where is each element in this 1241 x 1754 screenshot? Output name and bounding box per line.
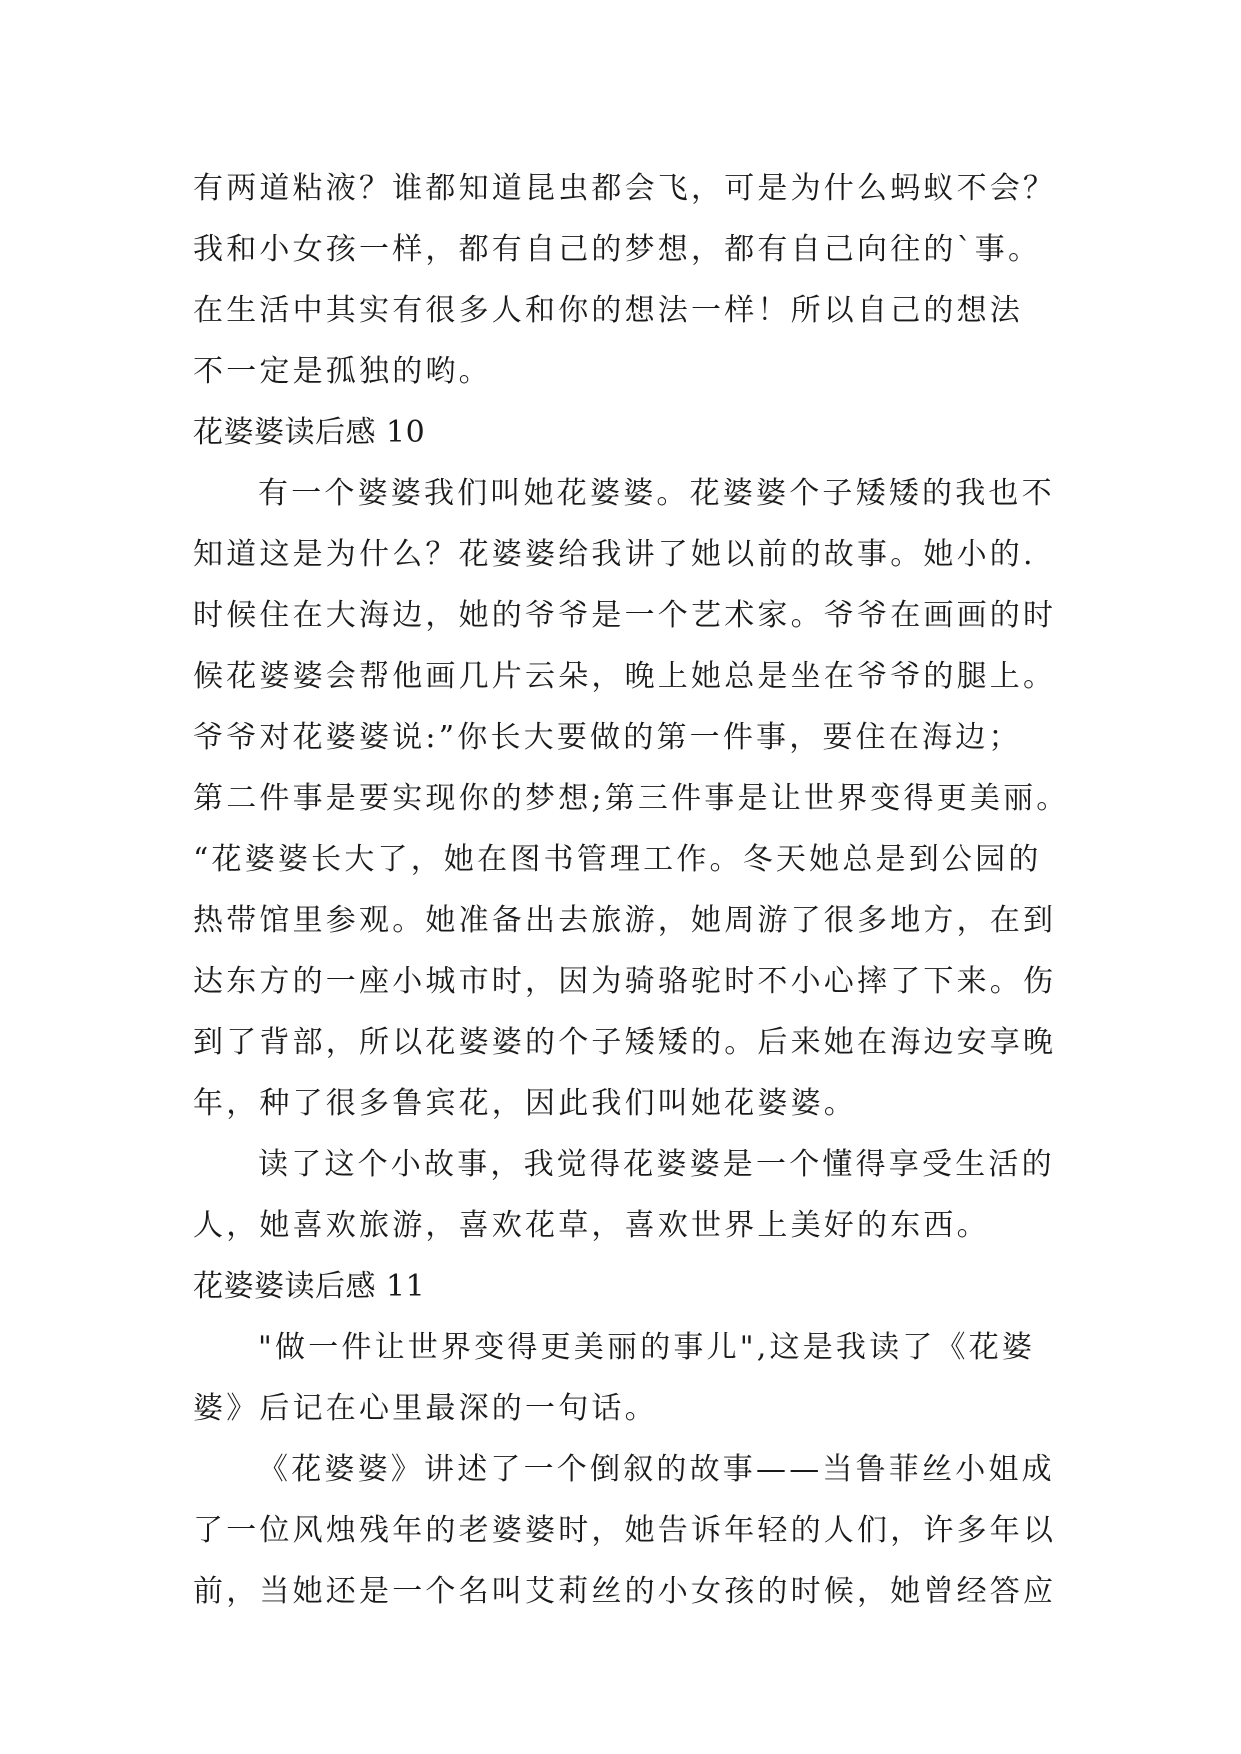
- text-line: 候花婆婆会帮他画几片云朵，晚上她总是坐在爷爷的腿上。: [193, 659, 1057, 694]
- paragraph-first-line: 读了这个小故事，我觉得花婆婆是一个懂得享受生活的: [258, 1147, 1055, 1182]
- section-heading: 花婆婆读后感 10: [193, 415, 426, 450]
- text-line: 我和小女孩一样，都有自己的梦想，都有自己向往的`事。: [193, 232, 1042, 267]
- text-line: 不一定是孤独的哟。: [193, 354, 492, 389]
- section-heading: 花婆婆读后感 11: [193, 1269, 426, 1304]
- text-line: “花婆婆长大了，她在图书管理工作。冬天她总是到公园的: [193, 842, 1042, 877]
- text-line: 人，她喜欢旅游，喜欢花草，喜欢世界上美好的东西。: [193, 1208, 990, 1243]
- text-line: 达东方的一座小城市时，因为骑骆驼时不小心摔了下来。伤: [193, 964, 1057, 999]
- text-line: 爷爷对花婆婆说:”你长大要做的第一件事，要住在海边；: [193, 720, 1022, 755]
- text-line: 有两道粘液？谁都知道昆虫都会飞，可是为什么蚂蚁不会？: [193, 171, 1057, 206]
- text-line: 在生活中其实有很多人和你的想法一样！所以自己的想法: [193, 293, 1023, 328]
- text-line: 知道这是为什么？花婆婆给我讲了她以前的故事。她小的.: [193, 537, 1036, 572]
- paragraph-first-line: 有一个婆婆我们叫她花婆婆。花婆婆个子矮矮的我也不: [258, 476, 1055, 511]
- text-line: 婆》后记在心里最深的一句话。: [193, 1391, 658, 1426]
- text-line: 热带馆里参观。她准备出去旅游，她周游了很多地方，在到: [193, 903, 1057, 938]
- paragraph-first-line: "做一件让世界变得更美丽的事儿",这是我读了《花婆: [258, 1330, 1036, 1365]
- text-line: 年，种了很多鲁宾花，因此我们叫她花婆婆。: [193, 1086, 857, 1121]
- text-line: 了一位风烛残年的老婆婆时，她告诉年轻的人们，许多年以: [193, 1513, 1057, 1548]
- document-body: [193, 158, 1073, 1622]
- text-line: 到了背部，所以花婆婆的个子矮矮的。后来她在海边安享晚: [193, 1025, 1057, 1060]
- text-line: 前，当她还是一个名叫艾莉丝的小女孩的时候，她曾经答应: [193, 1574, 1057, 1609]
- text-line: 第二件事是要实现你的梦想;第三件事是让世界变得更美丽。: [193, 781, 1070, 816]
- text-line: 时候住在大海边，她的爷爷是一个艺术家。爷爷在画画的时: [193, 598, 1057, 633]
- paragraph-first-line: 《花婆婆》讲述了一个倒叙的故事——当鲁菲丝小姐成: [258, 1452, 1055, 1487]
